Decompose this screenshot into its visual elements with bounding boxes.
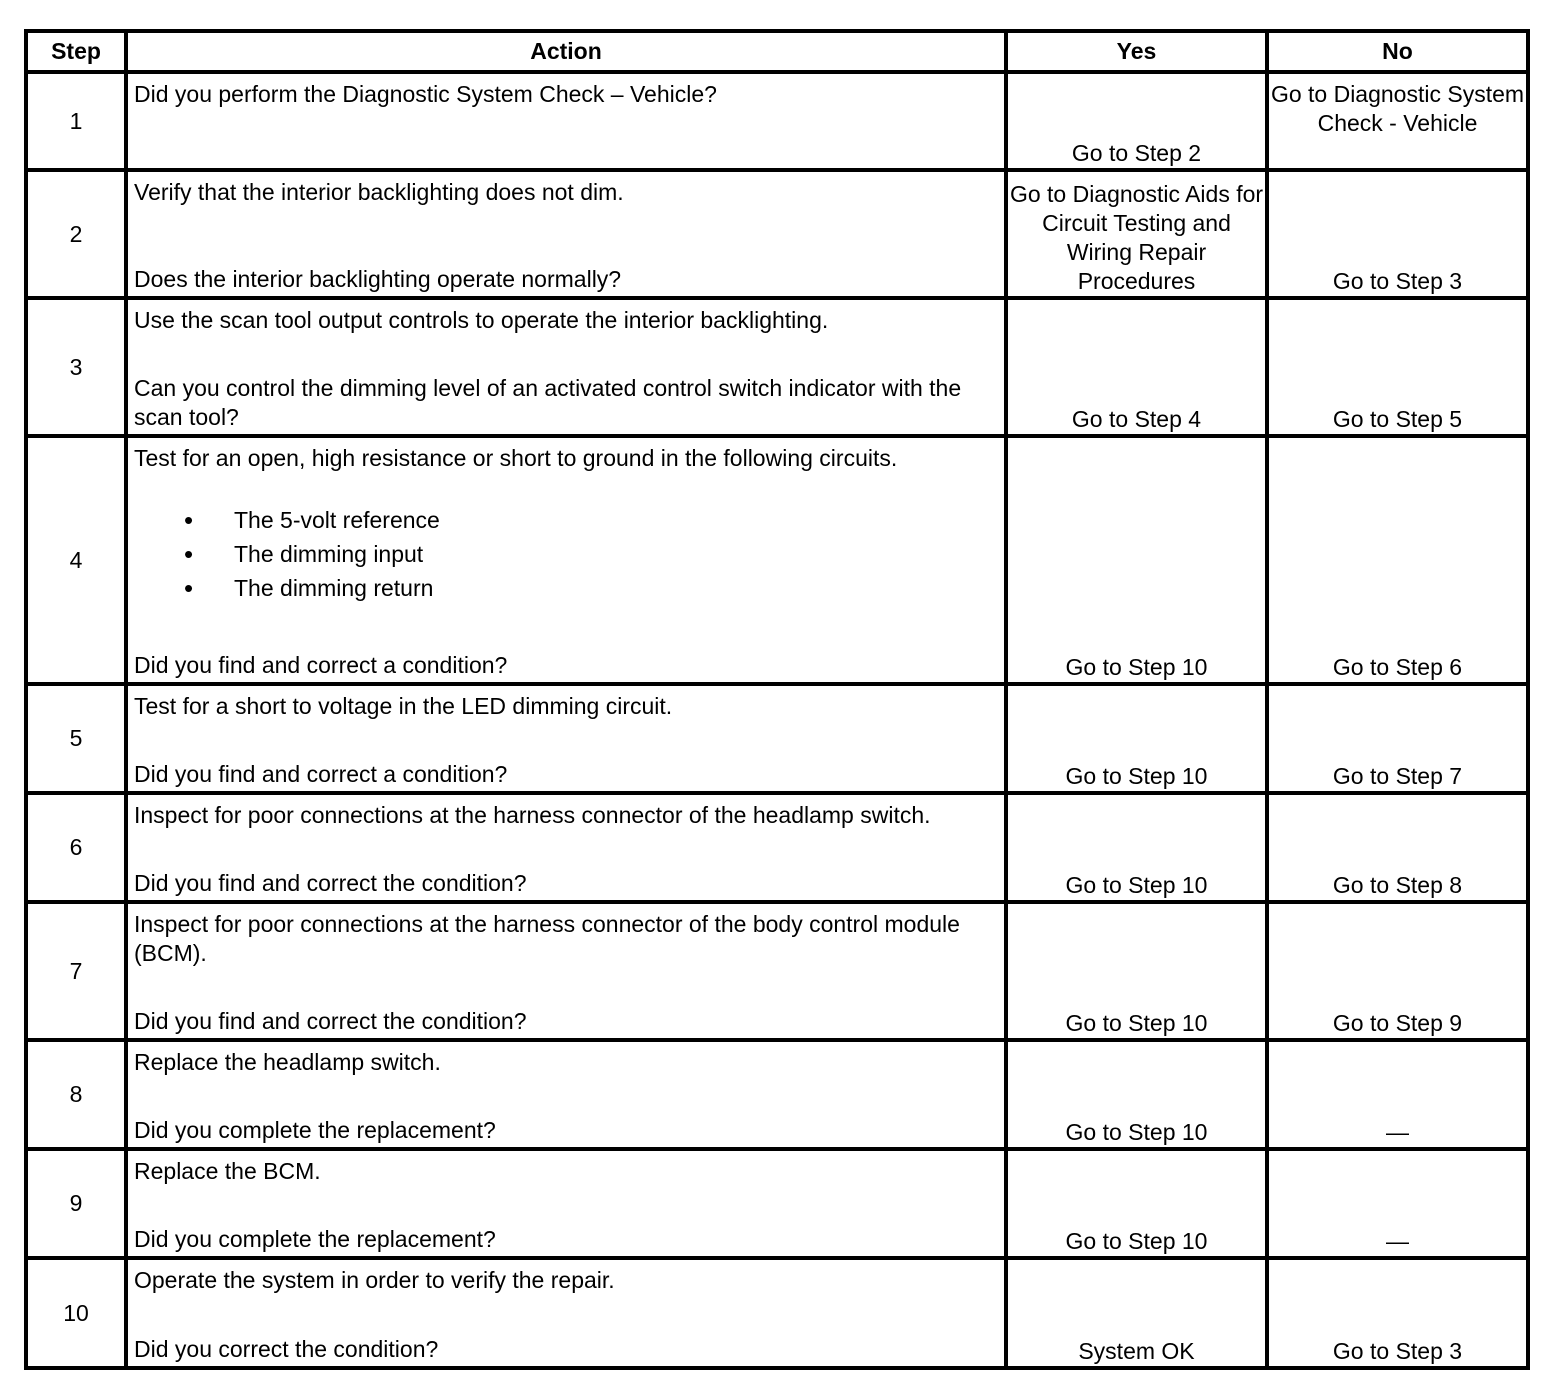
action-instruction: Use the scan tool output controls to operate the interior backlighting. bbox=[134, 307, 829, 333]
action-instruction: Inspect for poor connections at the harness connector of the headlamp switch. bbox=[134, 802, 931, 828]
action-instruction: Replace the BCM. bbox=[134, 1158, 321, 1184]
step-number: 8 bbox=[26, 1040, 126, 1149]
yes-result: Go to Step 10 bbox=[1006, 902, 1267, 1040]
table-row bbox=[26, 1040, 1528, 1149]
header-step: Step bbox=[26, 31, 126, 72]
yes-result: Go to Step 10 bbox=[1006, 1040, 1267, 1149]
action-question: Can you control the dimming level of an activated control switch indicator with the scan tool? bbox=[134, 375, 962, 430]
action-cell bbox=[126, 1258, 1006, 1368]
step-number: 10 bbox=[26, 1258, 126, 1368]
step-number: 2 bbox=[26, 170, 126, 298]
action-question: Did you find and correct the condition? bbox=[134, 1008, 527, 1034]
circuit-list bbox=[134, 503, 998, 605]
step-number: 7 bbox=[26, 902, 126, 1040]
no-result: Go to Step 9 bbox=[1267, 902, 1528, 1040]
table-row bbox=[26, 793, 1528, 902]
yes-result: Go to Diagnostic Aids for Circuit Testing and Wiring Repair Procedures bbox=[1006, 170, 1267, 298]
action-cell bbox=[126, 1040, 1006, 1149]
yes-result: Go to Step 10 bbox=[1006, 793, 1267, 902]
action-cell bbox=[126, 170, 1006, 298]
action-instruction: Inspect for poor connections at the harness connector of the body control module (BCM). bbox=[134, 911, 960, 966]
action-question: Did you find and correct a condition? bbox=[134, 761, 508, 787]
step-number: 4 bbox=[26, 436, 126, 684]
list-item: • The dimming input bbox=[134, 537, 998, 571]
header-yes: Yes bbox=[1006, 31, 1267, 72]
step-number: 6 bbox=[26, 793, 126, 902]
step-number: 1 bbox=[26, 72, 126, 170]
action-cell bbox=[126, 72, 1006, 170]
action-cell bbox=[126, 902, 1006, 1040]
table-row bbox=[26, 1258, 1528, 1368]
action-question: Does the interior backlighting operate normally? bbox=[134, 266, 622, 292]
action-instruction: Verify that the interior backlighting does not dim. bbox=[134, 179, 624, 205]
table-row bbox=[26, 298, 1528, 436]
action-question: Did you complete the replacement? bbox=[134, 1117, 496, 1143]
action-question: Did you find and correct the condition? bbox=[134, 870, 527, 896]
list-item: • The 5-volt reference bbox=[134, 503, 998, 537]
step-number: 9 bbox=[26, 1149, 126, 1258]
action-cell bbox=[126, 793, 1006, 902]
header-row bbox=[26, 31, 1528, 72]
no-result: Go to Step 8 bbox=[1267, 793, 1528, 902]
action-question: Did you correct the condition? bbox=[134, 1336, 439, 1362]
header-no: No bbox=[1267, 31, 1528, 72]
table-row bbox=[26, 1149, 1528, 1258]
action-instruction: Test for an open, high resistance or short to ground in the following circuits. bbox=[134, 445, 898, 471]
action-cell bbox=[126, 1149, 1006, 1258]
yes-result: Go to Step 2 bbox=[1006, 72, 1267, 170]
list-item: • The dimming return bbox=[134, 571, 998, 605]
table-row bbox=[26, 902, 1528, 1040]
no-result: — bbox=[1267, 1149, 1528, 1258]
action-question: Did you complete the replacement? bbox=[134, 1226, 496, 1252]
action-cell bbox=[126, 436, 1006, 684]
action-cell bbox=[126, 684, 1006, 793]
action-question: Did you perform the Diagnostic System Check – Vehicle? bbox=[134, 81, 717, 107]
yes-result: Go to Step 10 bbox=[1006, 436, 1267, 684]
no-result: Go to Diagnostic System Check - Vehicle bbox=[1267, 72, 1528, 170]
yes-result: System OK bbox=[1006, 1258, 1267, 1368]
no-result: Go to Step 7 bbox=[1267, 684, 1528, 793]
no-result: Go to Step 3 bbox=[1267, 1258, 1528, 1368]
yes-result: Go to Step 10 bbox=[1006, 1149, 1267, 1258]
no-result: Go to Step 6 bbox=[1267, 436, 1528, 684]
step-number: 3 bbox=[26, 298, 126, 436]
no-result: Go to Step 3 bbox=[1267, 170, 1528, 298]
diagnostic-table bbox=[24, 29, 1530, 1370]
table-row bbox=[26, 72, 1528, 170]
yes-result: Go to Step 4 bbox=[1006, 298, 1267, 436]
action-cell bbox=[126, 298, 1006, 436]
action-instruction: Operate the system in order to verify the repair. bbox=[134, 1267, 615, 1293]
action-question: Did you find and correct a condition? bbox=[134, 652, 508, 678]
header-action: Action bbox=[126, 31, 1006, 72]
action-instruction: Replace the headlamp switch. bbox=[134, 1049, 441, 1075]
table-row bbox=[26, 170, 1528, 298]
no-result: — bbox=[1267, 1040, 1528, 1149]
no-result: Go to Step 5 bbox=[1267, 298, 1528, 436]
step-number: 5 bbox=[26, 684, 126, 793]
table-row bbox=[26, 684, 1528, 793]
yes-result: Go to Step 10 bbox=[1006, 684, 1267, 793]
action-instruction: Test for a short to voltage in the LED dimming circuit. bbox=[134, 693, 673, 719]
table-row bbox=[26, 436, 1528, 684]
